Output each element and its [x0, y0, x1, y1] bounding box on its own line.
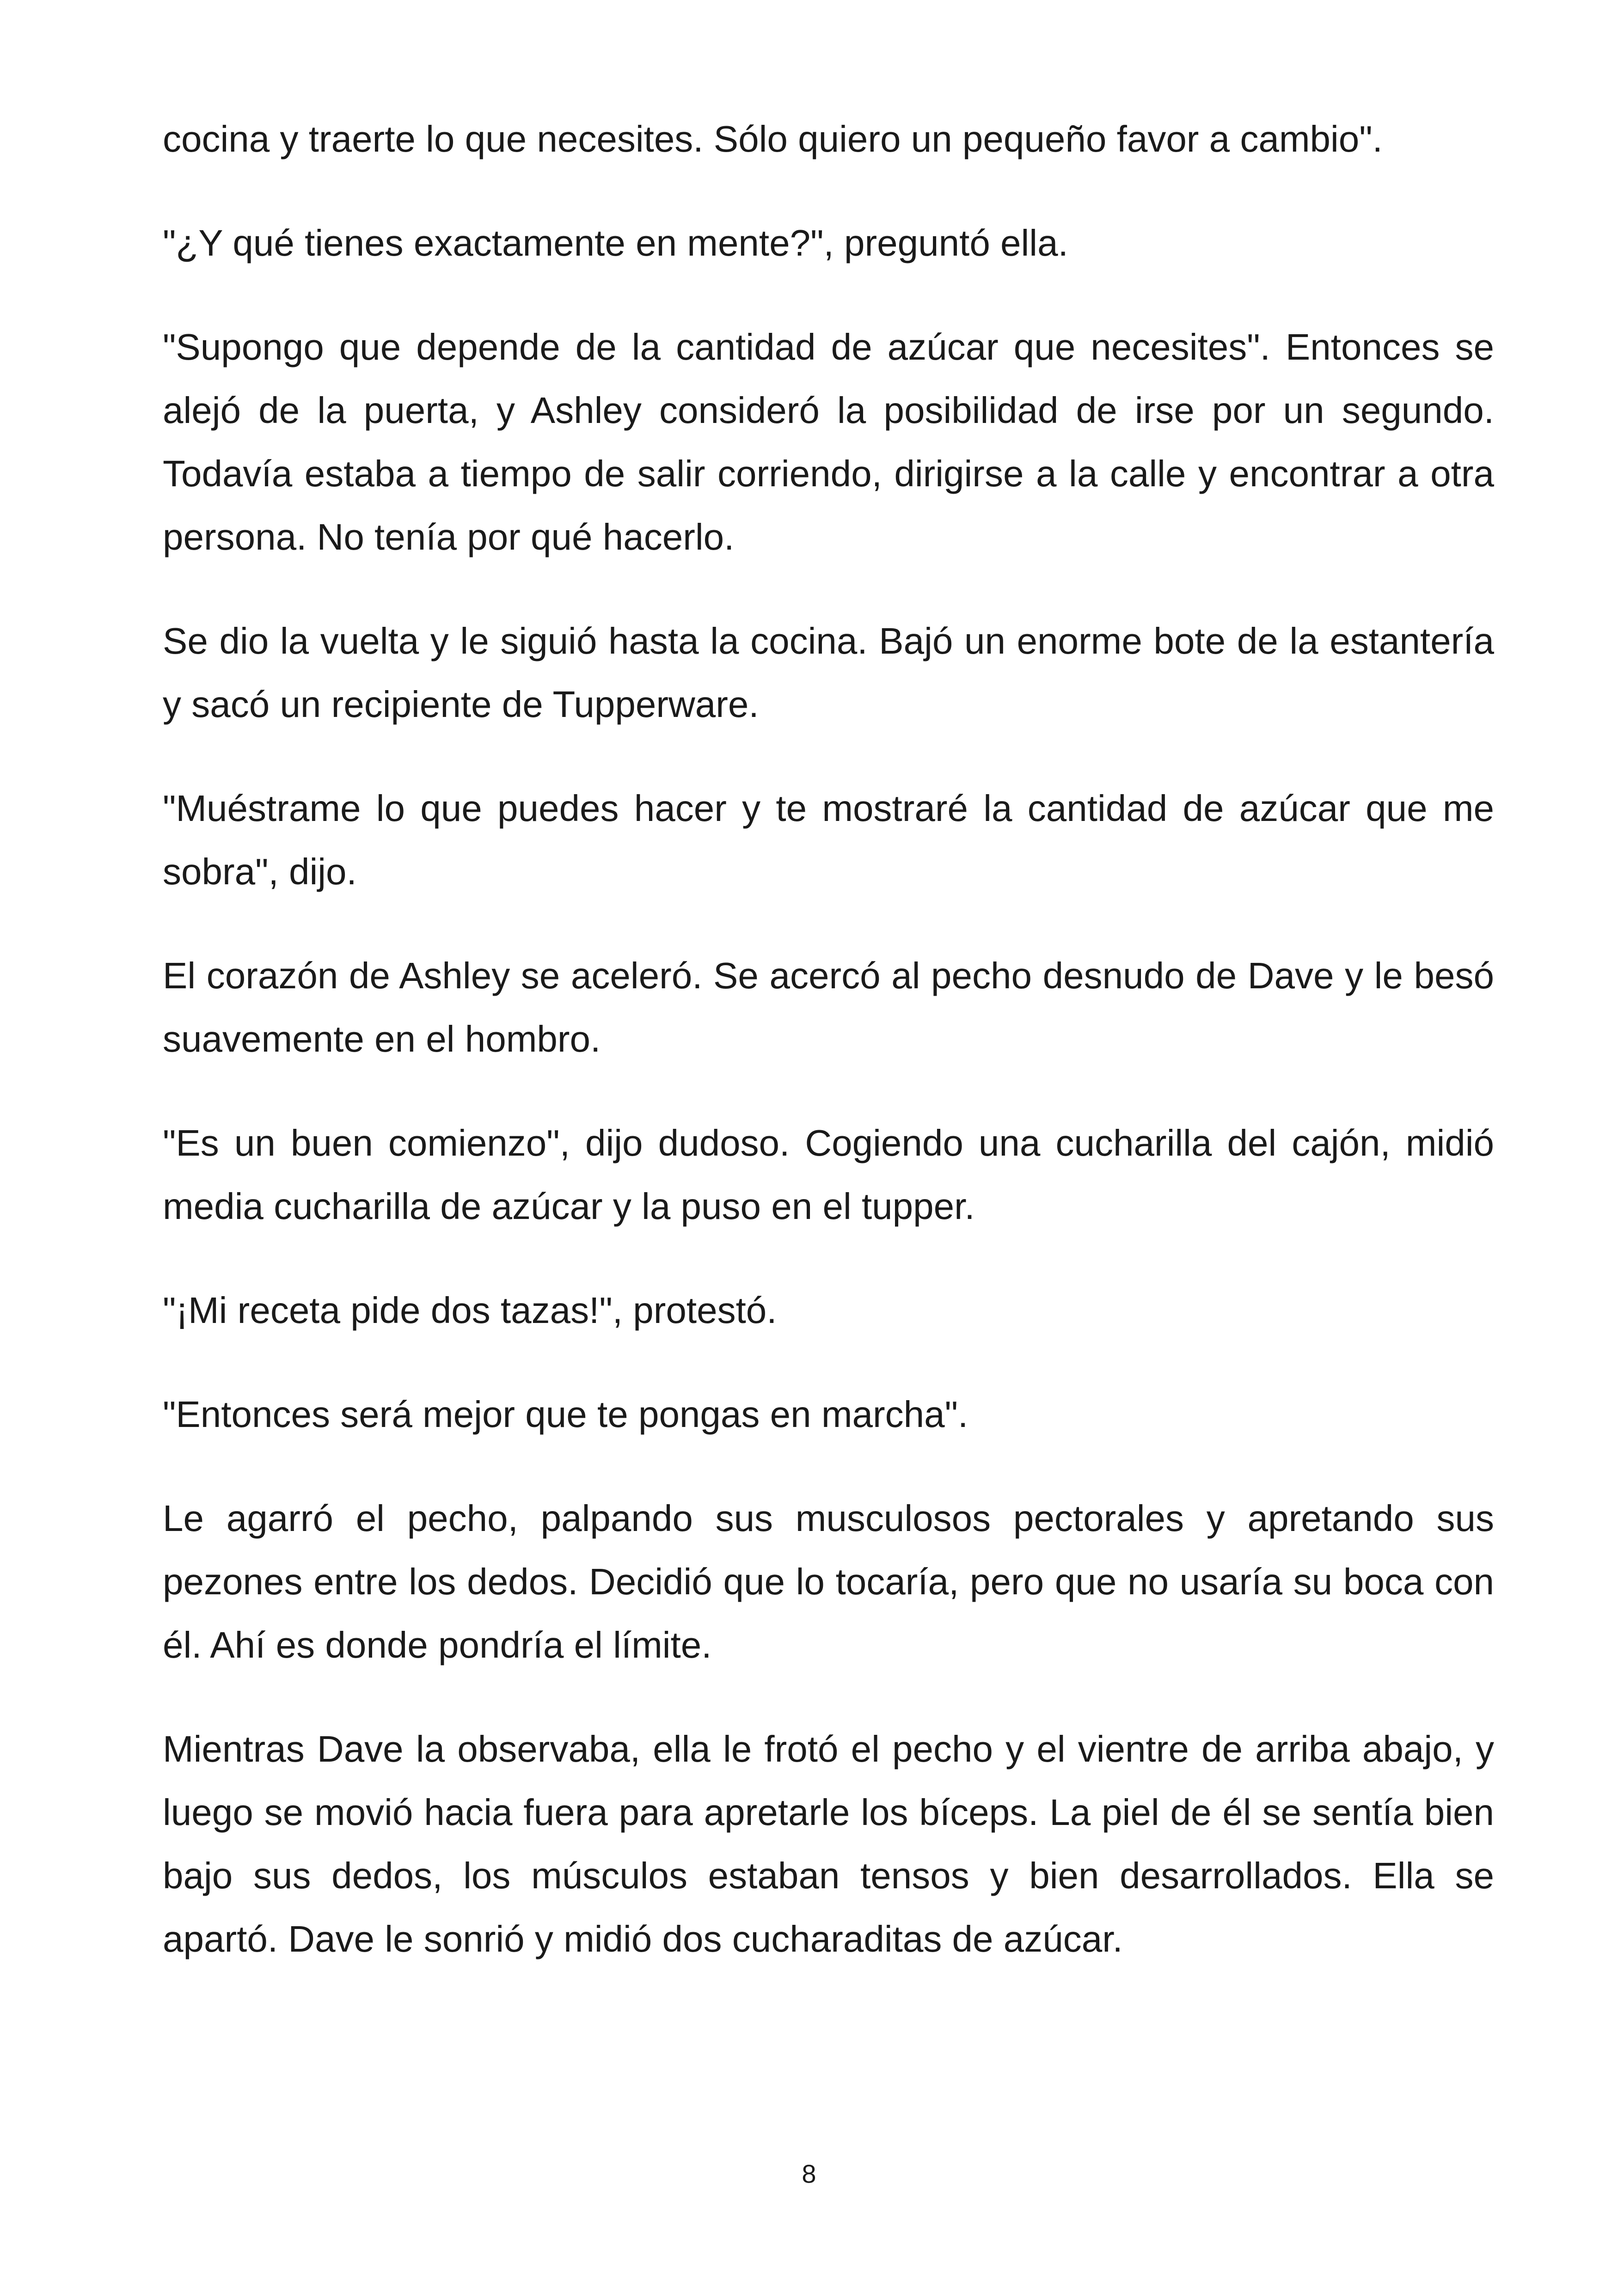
paragraph: Le agarró el pecho, palpando sus musculosos pectorales y apretando sus pezones entre los dedos. Decidió que lo tocaría, pero que no usaría su boca con él. Ahí es donde pondría el límite. [163, 1498, 1494, 1665]
paragraph: Se dio la vuelta y le siguió hasta la cocina. Bajó un enorme bote de la estantería y sacó un recipiente de Tupperware. [163, 620, 1494, 725]
paragraph: "¡Mi receta pide dos tazas!", protestó. [163, 1290, 777, 1331]
paragraph: "Supongo que depende de la cantidad de azúcar que necesites". Entonces se alejó de la puerta, y Ashley consideró la posibilidad de irse por un segundo. Todavía estaba a tiempo de salir corriendo, dirigirse a la calle y encontrar a otra persona. No tenía por qué hacerlo. [163, 326, 1494, 557]
paragraph: "Muéstrame lo que puedes hacer y te mostraré la cantidad de azúcar que me sobra", dijo. [163, 788, 1494, 892]
paragraph: "¿Y qué tienes exactamente en mente?", preguntó ella. [163, 222, 1068, 263]
page-number: 8 [802, 2159, 816, 2188]
paragraph: "Es un buen comienzo", dijo dudoso. Cogiendo una cucharilla del cajón, midió media cucharilla de azúcar y la puso en el tupper. [163, 1122, 1494, 1227]
paragraph: "Entonces será mejor que te pongas en marcha". [163, 1394, 968, 1435]
paragraph: Mientras Dave la observaba, ella le frotó el pecho y el vientre de arriba abajo, y luego se movió hacia fuera para apretarle los bíceps. La piel de él se sentía bien bajo sus dedos, los músculos estaban tensos y bien desarrollados. Ella se apartó. Dave le sonrió y midió dos cucharaditas de azúcar. [163, 1728, 1494, 1959]
paragraph: El corazón de Ashley se aceleró. Se acercó al pecho desnudo de Dave y le besó suavemente en el hombro. [163, 955, 1494, 1059]
paragraph: cocina y traerte lo que necesites. Sólo quiero un pequeño favor a cambio". [163, 118, 1383, 159]
document-body [163, 107, 1494, 2011]
